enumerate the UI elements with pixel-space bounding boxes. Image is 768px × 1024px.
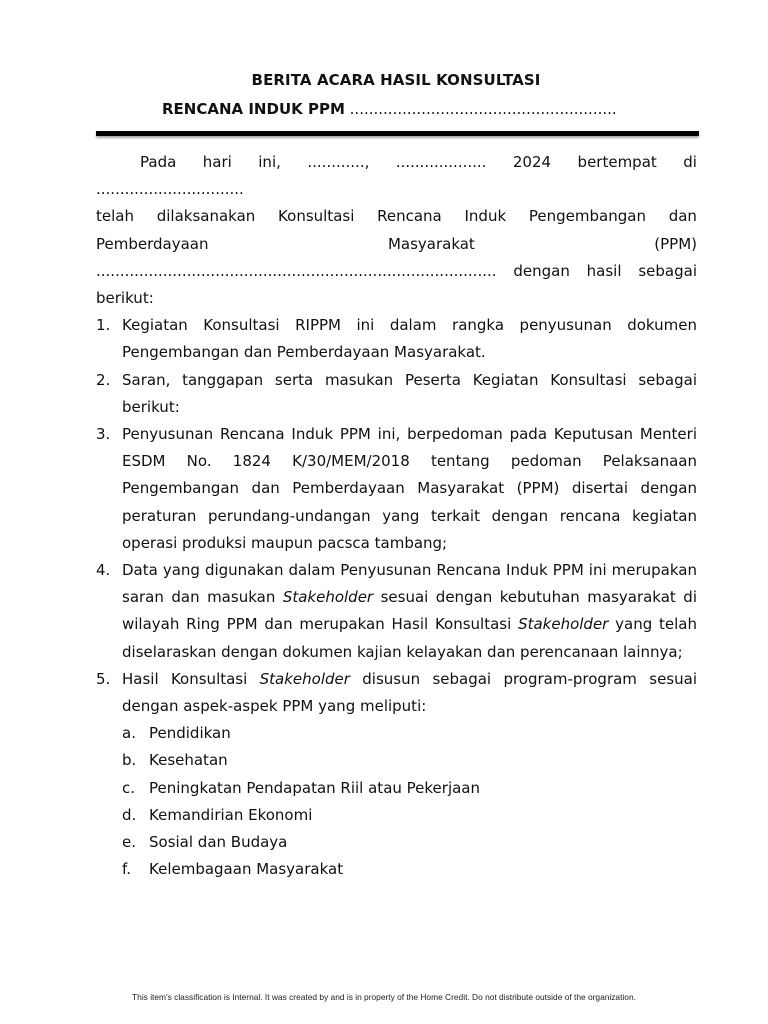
item-text: Hasil Konsultasi Stakeholder disusun sebagai program-program sesuai dengan aspek-aspek PPM yang meliputi: [122,669,697,716]
document-subtitle [162,100,617,118]
item-text: Penyusunan Rencana Induk PPM ini, berpedoman pada Keputusan Menteri ESDM No. 1824 K/30/MEM/2018 tentang pedoman Pelaksanaan Pengembangan dan Pemberdayaan Masyarakat (PPM) disertai dengan peraturan perundang-undangan yang terkait dengan rencana kegiatan operasi produksi maupun pacsca tambang; [122,425,697,552]
list-item [96,367,697,421]
item-number: 5. [96,669,111,688]
item-number: 1. [96,316,111,335]
aspect-label: Peningkatan Pendapatan Riil atau Pekerjaan [149,778,481,797]
subtitle-label: RENCANA INDUK PPM [162,100,345,118]
aspect-item [122,775,697,802]
list-item [96,557,697,666]
aspect-item [122,747,697,774]
document-title: BERITA ACARA HASIL KONSULTASI [251,71,541,89]
item-number: 3. [96,425,111,444]
list-item [96,421,697,557]
aspect-letter: d. [122,805,137,824]
aspect-letter: e. [122,833,136,852]
intro-line-3: telah dilaksanakan Konsultasi Rencana Induk Pengembangan dan [96,207,697,226]
intro-line-6: berikut: [96,289,154,308]
classification-footer: This item's classification is Internal. It was created by and is in property of the Home Credit. Do not distribute outside of the organization. [132,992,636,1002]
aspect-label: Kesehatan [149,751,228,770]
aspect-label: Kelembagaan Masyarakat [149,860,344,879]
intro-line-5: .................................................................................... dengan hasil sebagai [96,261,697,280]
document-body [96,149,697,883]
list-item [96,666,697,884]
aspect-letter: b. [122,751,137,770]
intro-line-4: Pemberdayaan Masyarakat (PPM) [96,234,697,253]
aspect-letter: a. [122,724,136,743]
aspect-label: Kemandirian Ekonomi [149,805,313,824]
subtitle-blank: ........................................................ [344,100,617,118]
aspect-item [122,829,697,856]
intro-line-2: ............................... [96,180,244,199]
intro-line-1: Pada hari ini, ............, ................... 2024 bertempat di [140,153,697,171]
aspect-label: Sosial dan Budaya [149,833,288,852]
result-list [96,312,697,883]
aspect-list [122,720,697,883]
item-text: Saran, tanggapan serta masukan Peserta Kegiatan Konsultasi sebagai berikut: [122,370,697,416]
item-number: 2. [96,370,111,389]
item-text: Data yang digunakan dalam Penyusunan Rencana Induk PPM ini merupakan saran dan masukan Stakeholder sesuai dengan kebutuhan masyarakat di wilayah Ring PPM dan merupakan Hasil Konsultasi Stakeholder yang telah diselaraskan dengan dokumen kajian kelayakan dan perencanaan lainnya; [122,561,697,661]
header-divider [96,131,699,136]
item-number: 4. [96,561,111,580]
aspect-letter: c. [122,778,136,797]
list-item [96,312,697,366]
aspect-label: Pendidikan [149,724,231,743]
aspect-item [122,720,697,747]
aspect-letter: f. [122,860,131,879]
aspect-item [122,802,697,829]
aspect-item [122,856,697,883]
item-text: Kegiatan Konsultasi RIPPM ini dalam rangka penyusunan dokumen Pengembangan dan Pemberdayaan Masyarakat. [122,316,697,362]
